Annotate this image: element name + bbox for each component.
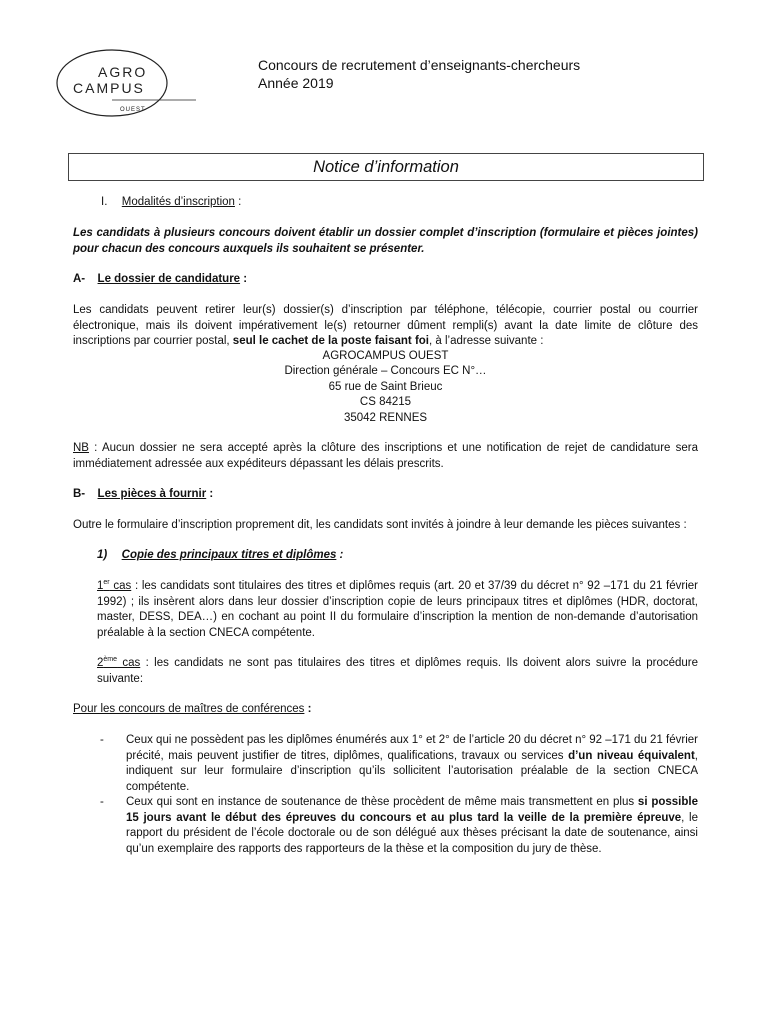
- section-a-title: Le dossier de candidature: [97, 273, 241, 285]
- cas-1-word: cas: [109, 580, 132, 592]
- section-b-letter: B-: [73, 488, 86, 500]
- mc-heading: [73, 702, 311, 718]
- bullet-2-text-1: Ceux qui sont en instance de soutenance de thèse procèdent de même mais transmettent en plus: [126, 796, 638, 808]
- nb-label: NB: [73, 442, 89, 454]
- section-b-colon: :: [206, 488, 214, 500]
- section-a-text-2: , à l’adresse suivante :: [429, 335, 544, 347]
- address-line: AGROCAMPUS OUEST: [322, 350, 449, 362]
- sub-1-colon: :: [336, 549, 344, 561]
- section-a-colon: :: [240, 273, 248, 285]
- address-line: CS 84215: [359, 396, 412, 408]
- logo-graphic: [50, 45, 200, 125]
- section-a-letter: A-: [73, 273, 86, 285]
- section-1-title: Modalités d’inscription: [121, 196, 235, 208]
- cas-2-word: cas: [117, 657, 141, 669]
- cas-1-text: : les candidats sont titulaires des titres et diplômes requis (art. 20 et 37/39 du décret n° 92 –171 du 21 février 1992) ; ils insèrent alors dans leur dossier d’inscription copie de leurs principaux titres et diplômes (HDR, doctorat, master, DESS, DEA…) en cochant au point II du formulaire d’inscription la mention de non-demande d’autorisation préalable à la section CNECA compétente.: [97, 580, 699, 639]
- section-b-title: Les pièces à fournir: [97, 488, 207, 500]
- bullet-1-bold: d’un niveau équivalent: [568, 749, 695, 762]
- bullet-1-text-2: , indiquent sur leur formulaire d’inscription qu’ils sollicitent l’autorisation préalable de la section CNECA compétente.: [126, 749, 698, 793]
- bullet-1-text-1: Ceux qui ne possèdent pas les diplômes énumérés aux 1° et 2° de l’article 20 du décret n° 92 –171 du 21 février précité, mais peuvent justifier de titres, diplômes, qualifications, travaux ou services: [126, 734, 698, 762]
- section-1-number: I.: [101, 196, 108, 208]
- bullet-2-text-2: , le rapport du président de l’école doctorale ou de son délégué aux thèses précisant la date de soutenance, ainsi qu’un exemplaire des rapports des rapporteurs de la thèse et la composition du jury de thèse.: [126, 811, 698, 855]
- bullet-dash: -: [100, 734, 104, 746]
- header-year: Année 2019: [258, 75, 334, 91]
- agrocampus-logo: [50, 45, 200, 125]
- mc-heading-colon: :: [304, 703, 312, 715]
- cas-1-sup: er: [103, 579, 110, 587]
- logo-line-agro: AGRO: [98, 64, 148, 80]
- bullet-item: [126, 795, 698, 857]
- cas-2-paragraph: [97, 656, 698, 687]
- cas-2-label: [97, 657, 140, 669]
- bullet-2-bold: si possible 15 jours avant le début des épreuves du concours et au plus tard la veille de la première épreuve: [126, 796, 698, 824]
- logo-line-ouest: OUEST: [120, 107, 146, 113]
- logo-line-campus: CAMPUS: [73, 80, 145, 96]
- notice-title: Notice d’information: [68, 153, 704, 181]
- section-b-heading: [73, 487, 213, 503]
- mc-heading-text: Pour les concours de maîtres de conférences: [73, 703, 305, 715]
- address-line: 35042 RENNES: [343, 412, 428, 424]
- section-a-text-1: Les candidats peuvent retirer leur(s) dossier(s) d’inscription par téléphone, télécopie, courrier postal ou courrier électronique, mais ils doivent impérativement le(s) retourner dûment rempli(s) avant la date limite de clôture des inscriptions par courrier postal,: [73, 304, 698, 347]
- section-a-bold: seul le cachet de la poste faisant foi: [232, 335, 429, 347]
- cas-2-num: 2: [97, 657, 104, 669]
- section-a-paragraph: [73, 303, 698, 350]
- section-b-paragraph: Outre le formulaire d’inscription proprement dit, les candidats sont invités à joindre à leur demande les pièces suivantes :: [73, 519, 687, 531]
- sub-1-heading: [97, 548, 343, 564]
- cas-1-num: 1: [97, 580, 104, 592]
- cas-2-text: : les candidats ne sont pas titulaires des titres et diplômes requis. Ils doivent alors suivre la procédure suivante:: [97, 657, 698, 685]
- intro-paragraph: Les candidats à plusieurs concours doivent établir un dossier complet d’inscription (formulaire et pièces jointes) pour chacun des concours auxquels ils souhaitent se présenter.: [73, 227, 698, 255]
- cas-1-paragraph: [97, 579, 698, 641]
- bullet-item: [126, 733, 698, 795]
- nb-text: : Aucun dossier ne sera accepté après la clôture des inscriptions et une notification de rejet de candidature sera immédiatement adressée aux expéditeurs dépassant les délais prescrits.: [73, 442, 698, 470]
- section-1-colon: :: [234, 196, 242, 208]
- header-title: Concours de recrutement d’enseignants-chercheurs: [258, 57, 581, 73]
- cas-2-sup: ème: [103, 656, 118, 664]
- sub-1-title: Copie des principaux titres et diplômes: [121, 549, 337, 561]
- sub-1-number: 1): [97, 549, 108, 561]
- address-line: 65 rue de Saint Brieuc: [328, 381, 443, 393]
- bullet-dash: -: [100, 796, 104, 808]
- nb-paragraph: [73, 441, 698, 472]
- section-1-heading: [101, 195, 241, 211]
- cas-1-label: [97, 580, 131, 592]
- section-a-heading: [73, 272, 247, 288]
- address-line: Direction générale – Concours EC N°…: [284, 365, 487, 377]
